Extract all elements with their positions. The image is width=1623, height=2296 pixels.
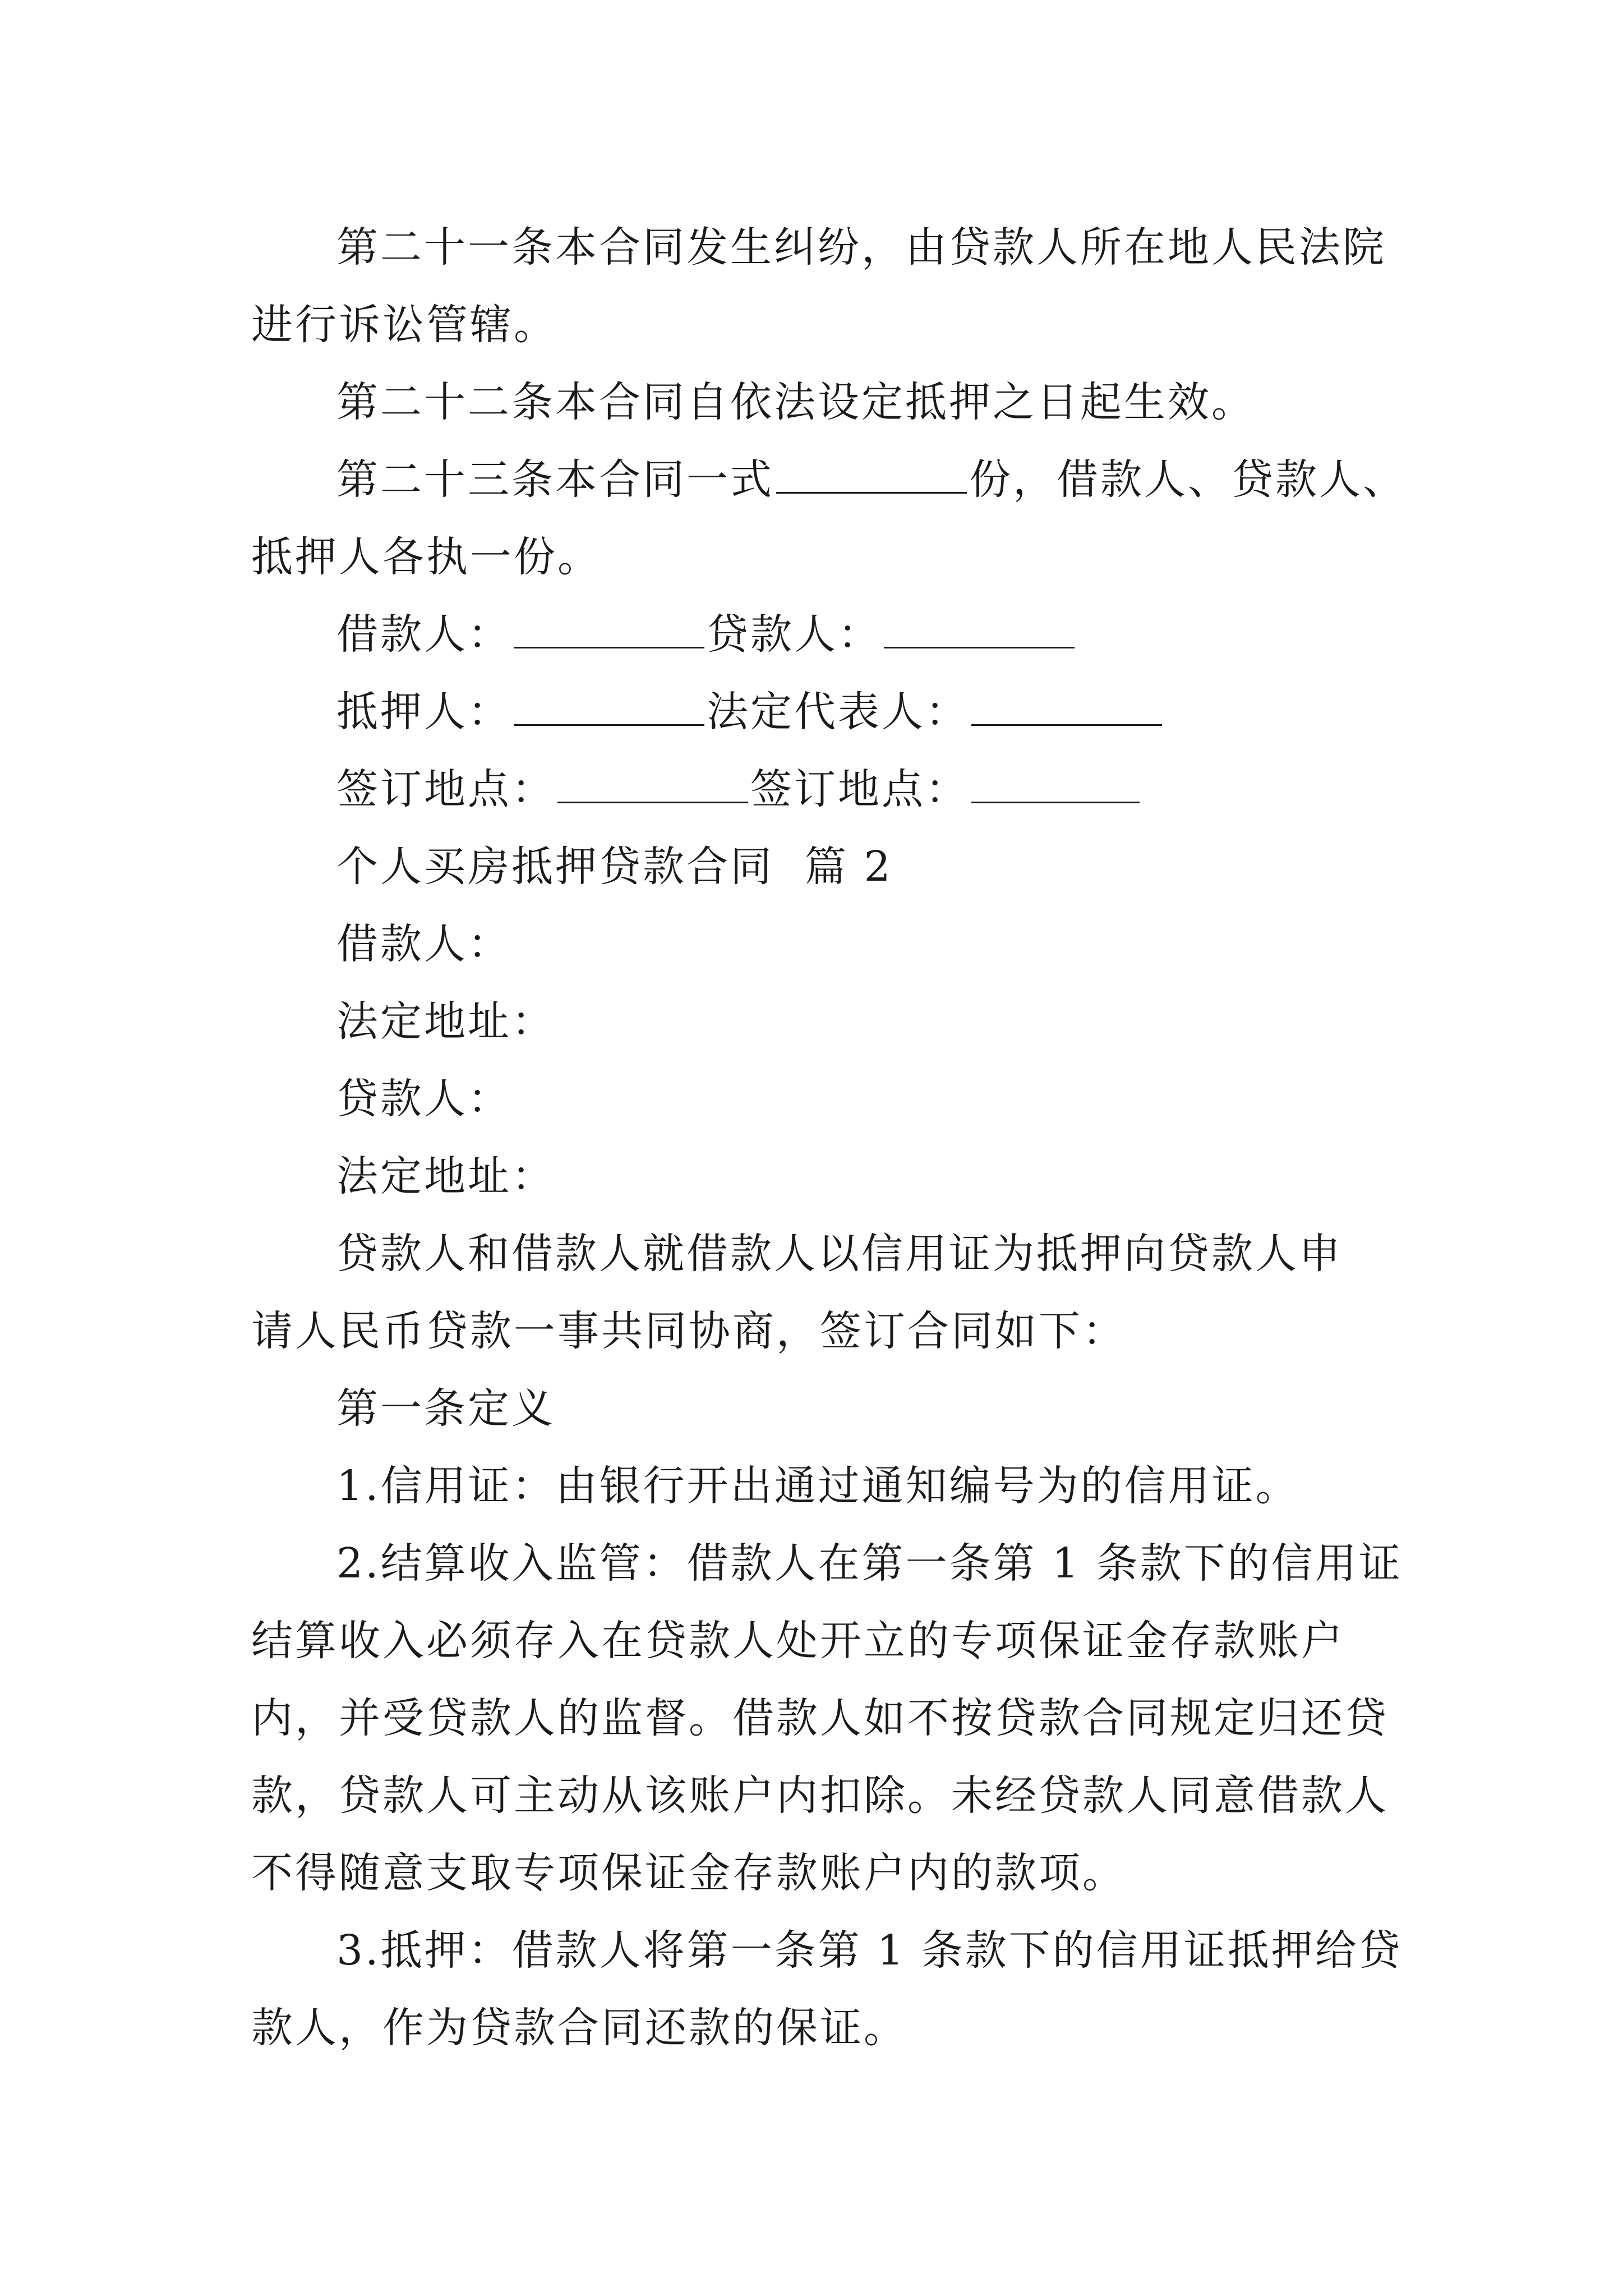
copies-line (251, 441, 1407, 518)
signature-label-borrower: 借款人： (336, 610, 511, 659)
signature-blank (971, 762, 1140, 803)
copies-text-before: 第二十三条本合同一式 (336, 455, 774, 504)
paragraph-line: 请人民币贷款一事共同协商，签订合同如下： (251, 1307, 1126, 1355)
paragraph-line: 结算收入必须存入在贷款人处开立的专项保证金存款账户 (251, 1617, 1345, 1665)
signature-blank (514, 685, 704, 726)
signature-blank (884, 608, 1075, 648)
paragraph-line: 款人，作为贷款合同还款的保证。 (251, 2004, 907, 2052)
signature-row-signing-place (251, 751, 1401, 828)
signature-label-representative: 法定代表人： (707, 688, 969, 736)
party-line: 法定地址： (336, 997, 555, 1046)
document-page (251, 209, 1407, 2067)
copies-blank (776, 453, 967, 494)
signature-blank (971, 685, 1162, 726)
article-heading: 第一条定义 (336, 1384, 555, 1433)
paragraph-line: 进行诉讼管辖。 (251, 301, 557, 349)
paragraph-line: 第二十一条本合同发生纠纷，由贷款人所在地人民法院 (336, 223, 1386, 272)
section-title: 个人买房抵押贷款合同 篇 2 (336, 843, 893, 891)
copies-text-after: 份，借款人、贷款人、 (969, 455, 1407, 504)
party-line: 贷款人： (336, 1075, 511, 1123)
signature-label-mortgagor: 抵押人： (336, 688, 511, 736)
signature-row-borrower-lender (251, 596, 1401, 673)
signature-label-lender: 贷款人： (707, 610, 882, 659)
paragraph-line: 贷款人和借款人就借款人以信用证为抵押向贷款人申 (336, 1230, 1343, 1278)
party-line: 法定地址： (336, 1152, 555, 1200)
paragraph-line: 款，贷款人可主动从该账户内扣除。未经贷款人同意借款人 (251, 1772, 1389, 1820)
paragraph-line: 抵押人各执一份。 (251, 533, 601, 581)
paragraph-line: 1.信用证：由银行开出通过通知编号为的信用证。 (336, 1462, 1299, 1510)
party-line: 借款人： (336, 920, 511, 968)
paragraph-line: 不得随意支取专项保证金存款账户内的款项。 (251, 1849, 1126, 1897)
paragraph-line: 3.抵押：借款人将第一条第 1 条款下的信用证抵押给贷 (336, 1926, 1403, 1975)
paragraph-line: 2.结算收入监管：借款人在第一条第 1 条款下的信用证 (336, 1539, 1403, 1588)
signature-label-place: 签订地点： (750, 765, 969, 813)
paragraph-line: 内，并受贷款人的监督。借款人如不按贷款合同规定归还贷 (251, 1694, 1389, 1742)
signature-label-place: 签订地点： (336, 765, 555, 813)
paragraph-line: 第二十二条本合同自依法设定抵押之日起生效。 (336, 378, 1255, 426)
signature-row-mortgagor-representative (251, 673, 1401, 751)
signature-blank (557, 762, 748, 803)
signature-blank (514, 608, 704, 648)
